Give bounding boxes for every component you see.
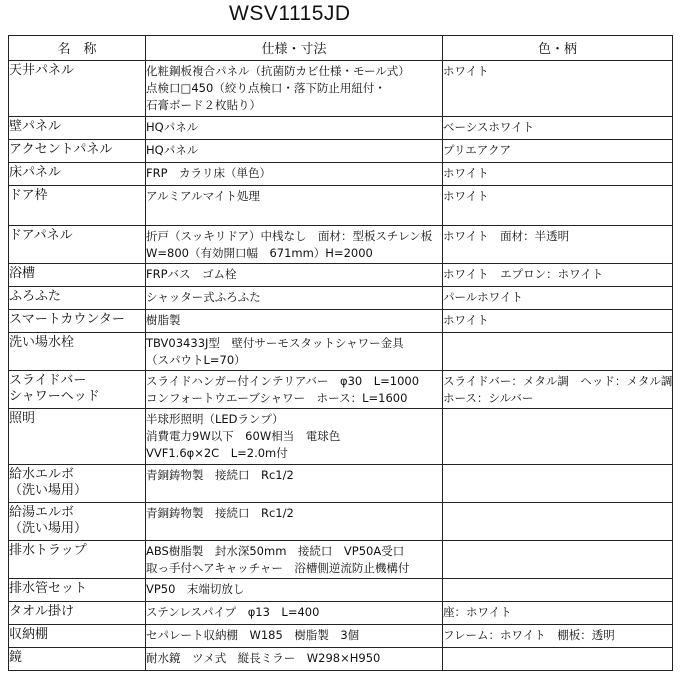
item-name-line: スライドバー [9,373,87,388]
item-spec-line: 消費電力9W以下 60W相当 電球色 [146,429,341,443]
item-spec-cell [146,140,443,163]
item-color-cell [443,503,673,541]
item-color-cell [443,371,673,409]
item-spec-cell [146,163,443,186]
item-spec-cell [146,648,443,671]
item-color-cell [443,465,673,503]
item-name-cell [9,61,146,117]
item-color-line: ホワイト [443,189,489,203]
item-color-cell [443,186,673,226]
item-name-cell [9,409,146,465]
item-spec-cell [146,625,443,648]
item-spec-cell [146,186,443,226]
item-spec-line: 化粧鋼板複合パネル（抗菌防カビ仕様・モール式） [146,64,410,78]
item-name-cell [9,226,146,264]
table-row [9,579,673,602]
item-spec-line: セパレート収納棚 W185 樹脂製 3個 [146,628,360,642]
table-row [9,264,673,287]
item-color-line: ホワイト [443,313,489,327]
header-name: 名 称 [9,36,146,61]
item-name-line: ドアパネル [9,228,73,243]
item-spec-line: スライドハンガー付インテリアバー φ30 L=1000 [146,374,420,388]
item-spec-line: 青銅鋳物製 接続口 Rc1/2 [146,506,294,520]
item-spec-line: 青銅鋳物製 接続口 Rc1/2 [146,468,294,482]
item-spec-cell [146,287,443,310]
table-row [9,287,673,310]
item-color-line: ホワイト [443,64,489,78]
item-name-line: ふろふた [9,289,62,304]
item-name-cell [9,310,146,333]
item-color-line: 座：ホワイト [443,605,512,619]
item-spec-line: TBV03433J型 壁付サーモスタットシャワー金具 [146,336,404,350]
item-name-cell [9,264,146,287]
table-row [9,61,673,117]
item-color-cell [443,163,673,186]
table-row [9,186,673,226]
item-spec-line: 折戸（スッキリドア）中桟なし 面材：型板スチレン板 [146,229,433,243]
item-name-line: 壁パネル [9,119,62,134]
item-color-line: ホワイト エプロン：ホワイト [443,267,604,281]
item-color-cell [443,140,673,163]
table-row [9,310,673,333]
item-color-line: フレーム：ホワイト 棚板：透明 [443,628,615,642]
item-spec-cell [146,264,443,287]
item-spec-line: （スパウトL=70） [146,353,246,367]
table-row [9,625,673,648]
item-name-line: （洗い場用） [9,521,88,536]
item-spec-line: 半球形照明（LEDランプ） [146,412,284,426]
item-spec-cell [146,61,443,117]
item-name-line: 鏡 [9,650,23,665]
item-name-line: 排水トラップ [9,543,87,558]
item-name-line: タオル掛け [9,604,75,619]
item-name-line: 給水エルボ [9,467,75,482]
table-row [9,333,673,371]
item-spec-line: 樹脂製 [146,313,181,327]
item-spec-cell [146,226,443,264]
header-row [9,36,673,61]
item-name-cell [9,371,146,409]
item-color-line: ホース：シルバー [443,391,534,405]
item-spec-cell [146,541,443,579]
item-color-cell [443,310,673,333]
item-color-cell [443,579,673,602]
item-spec-line: 耐水鏡 ツメ式 縦長ミラー W298×H950 [146,651,381,665]
item-name-line: 床パネル [9,165,62,180]
item-name-line: 照明 [9,411,36,426]
table-row [9,648,673,671]
item-name-line: 収納棚 [9,627,49,642]
item-color-cell [443,117,673,140]
item-spec-line: HQパネル [146,143,199,157]
table-row [9,541,673,579]
item-color-line: パールホワイト [443,290,523,304]
item-name-cell [9,117,146,140]
item-name-cell [9,186,146,226]
item-spec-cell [146,333,443,371]
item-spec-cell [146,465,443,503]
table-row [9,226,673,264]
table-row [9,371,673,409]
item-name-line: スマートカウンター [9,312,125,327]
item-color-cell [443,625,673,648]
item-spec-cell [146,409,443,465]
item-name-line: 給湯エルボ [9,505,75,520]
item-spec-line: VP50 末端切放し [146,582,245,596]
item-spec-line: VVF1.6φ×2C L=2.0m付 [146,446,288,460]
specification-table [8,35,673,671]
item-name-cell [9,625,146,648]
item-name-line: （洗い場用） [9,483,88,498]
table-row [9,602,673,625]
item-name-line: 洗い場水栓 [9,335,75,350]
item-spec-cell [146,602,443,625]
item-spec-line: 点検口□450（絞り点検口・落下防止用紐付・ [146,81,386,95]
item-name-line: 天井パネル [9,63,75,78]
item-color-line: ホワイト [443,166,489,180]
item-spec-cell [146,117,443,140]
item-spec-line: コンフォートウエーブシャワー ホース：L=1600 [146,391,408,405]
table-row [9,503,673,541]
item-color-cell [443,226,673,264]
item-spec-line: 取っ手付ヘアキャッチャー 浴槽側逆流防止機構付 [146,561,410,575]
item-color-line: ホワイト 面材：半透明 [443,229,570,243]
item-name-cell [9,602,146,625]
item-spec-line: HQパネル [146,120,199,134]
item-color-cell [443,541,673,579]
table-row [9,117,673,140]
item-spec-line: FRPバス ゴム栓 [146,267,237,281]
item-spec-line: 石膏ボード２枚貼り） [146,98,261,112]
item-spec-line: ABS樹脂製 封水深50mm 接続口 VP50A受口 [146,544,405,558]
item-color-line: ベーシスホワイト [443,120,535,134]
item-name-line: 浴槽 [9,266,36,281]
item-spec-cell [146,503,443,541]
item-name-cell [9,163,146,186]
item-color-cell [443,409,673,465]
item-name-cell [9,648,146,671]
item-spec-line: アルミアルマイト処理 [146,189,260,203]
table-row [9,163,673,186]
table-row [9,409,673,465]
item-spec-line: W=800（有効開口幅 671mm）H=2000 [146,246,373,260]
header-spec: 仕様・寸法 [146,36,443,61]
item-spec-cell [146,371,443,409]
table-row [9,465,673,503]
document-title: WSV1115JD [229,2,351,25]
item-name-cell [9,287,146,310]
item-color-cell [443,287,673,310]
item-color-cell [443,333,673,371]
item-spec-line: FRP カラリ床（単色） [146,166,272,180]
item-name-cell [9,333,146,371]
item-name-line: ドア枠 [9,188,48,203]
item-color-cell [443,648,673,671]
item-name-line: シャワーヘッド [9,389,100,404]
item-name-cell [9,140,146,163]
item-name-cell [9,503,146,541]
item-name-cell [9,465,146,503]
item-name-line: アクセントパネル [9,142,113,157]
item-spec-line: ステンレスパイプ φ13 L=400 [146,605,320,619]
item-spec-cell [146,310,443,333]
table-row [9,140,673,163]
item-name-cell [9,541,146,579]
item-name-cell [9,579,146,602]
header-color: 色・柄 [443,36,673,61]
item-spec-cell [146,579,443,602]
item-color-cell [443,602,673,625]
item-color-cell [443,61,673,117]
item-name-line: 排水管セット [9,581,88,596]
item-spec-line: シャッター式ふろふた [146,290,261,304]
item-color-line: プリエアクア [443,143,511,157]
item-color-cell [443,264,673,287]
item-color-line: スライドバー：メタル調 ヘッド：メタル調 [443,374,673,388]
